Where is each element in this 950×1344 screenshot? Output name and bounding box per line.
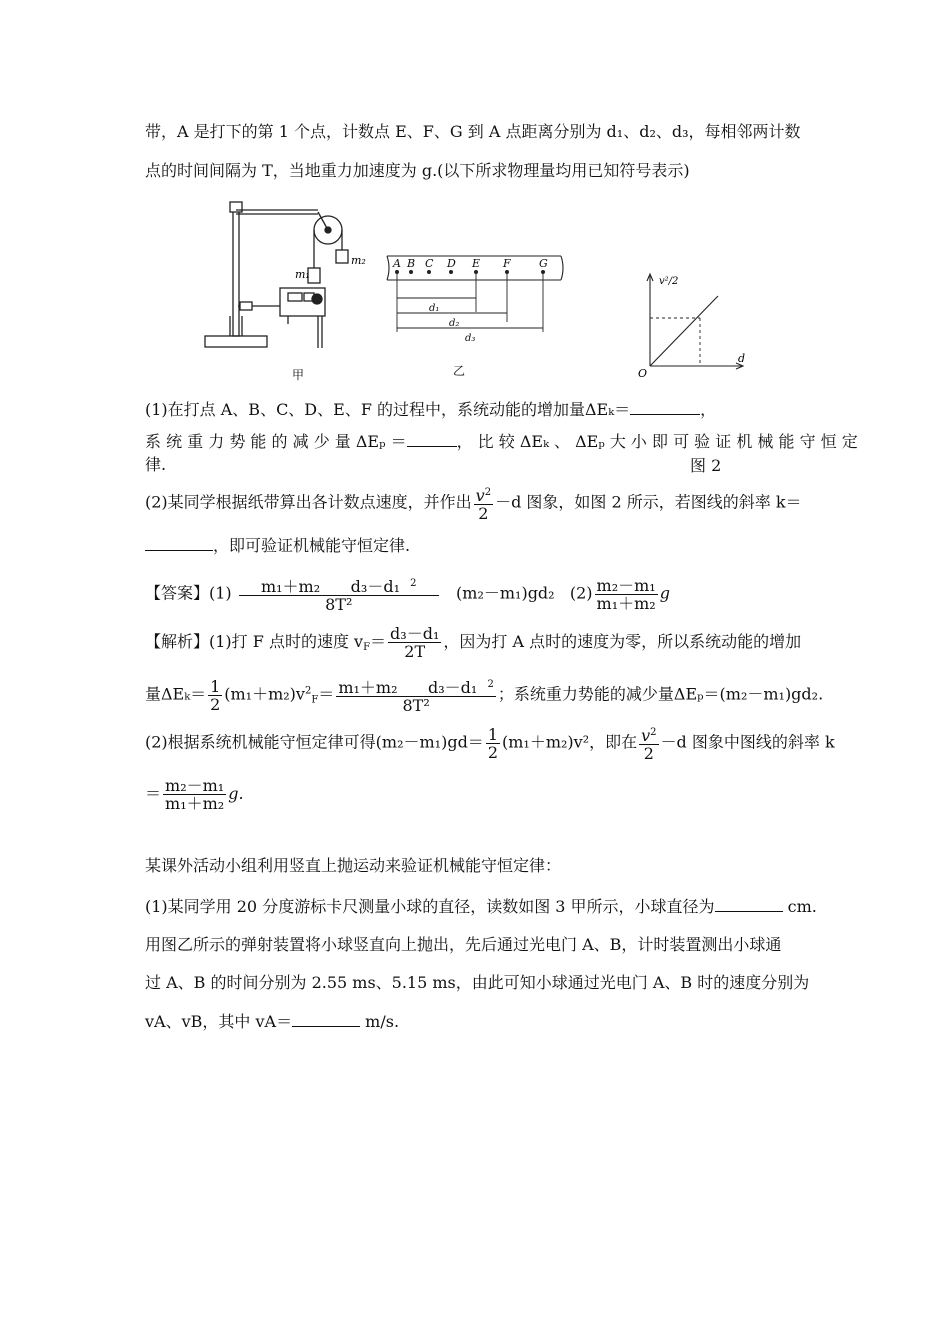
graph-x-label: d (738, 352, 746, 365)
analysis-text-2c: ；系统重力势能的减少量ΔEₚ＝(m₂－m₁)gd₂. (497, 684, 824, 704)
answer-blank-k[interactable] (145, 536, 213, 551)
analysis-vf-den: 2T (404, 642, 426, 661)
answer-part3-num: m₂－m₁ (596, 575, 656, 595)
label-m2: m₂ (351, 254, 366, 267)
label-fig2: 图 2 (690, 456, 722, 475)
q2-line-2 (145, 536, 410, 556)
answer-blank-ek[interactable] (630, 400, 700, 415)
analysis-eq: ＝ (318, 684, 335, 704)
analysis-line-4 (145, 777, 244, 812)
tape-point-D: D (447, 257, 456, 270)
label-jia: 甲 (292, 368, 305, 382)
label-m1: m₁ (295, 268, 310, 281)
analysis-k-num: m₂－m₁ (165, 776, 225, 795)
q1-text: (1)在打点 A、B、C、D、E、F 的过程中，系统动能的增加量ΔEₖ＝ (145, 400, 631, 419)
tape-d2: d₂ (449, 318, 460, 329)
q1-line-1 (145, 400, 716, 420)
answer-line (145, 575, 670, 613)
analysis-text-2b: (m₁＋m₂)v (224, 684, 305, 704)
analysis-text-1: ，因为打 A 点时的速度为零，所以系统动能的增加 (443, 632, 802, 651)
q1-text-2b: ， 比 较 ΔEₖ 、 ΔEₚ 大 小 即 可 验 证 机 械 能 守 恒 定 (456, 432, 858, 451)
tape-d1: d₁ (429, 303, 440, 314)
tape-point-F: F (503, 257, 511, 270)
tape-d3: d₃ (465, 333, 476, 344)
q2-text-1a: (2)某同学根据纸带算出各计数点速度，并作出 (145, 492, 472, 512)
analysis-frac-den: 8T² (402, 696, 430, 715)
label-yi: 乙 (453, 364, 466, 378)
graph-origin-label: O (638, 367, 648, 380)
analysis-text-3c: －d 图象中图线的斜率 k (660, 732, 835, 752)
intro-line-2: 点的时间间隔为 T，当地重力加速度为 g.(以下所求物理量均用已知符号表示) (145, 161, 690, 180)
answer-part2: (m₂－m₁)gd₂ (456, 583, 555, 603)
answer-part1-exp: 2 (410, 578, 417, 589)
analysis-vf-sub: F (363, 642, 371, 653)
analysis-frac-num: m₁＋m₂ (338, 678, 398, 697)
problem-intro: 某课外活动小组利用竖直上抛运动来验证机械能守恒定律： (145, 856, 562, 875)
analysis-half-num-2: 1 (487, 724, 498, 744)
analysis-line-1 (145, 625, 801, 660)
tape-point-A: A (393, 257, 401, 270)
analysis-line-2: 量ΔEₖ＝ $\frac{1}{2}$ $(m_1+m_2)v^2_F=$ $\frac{m_1+m_2 d_3-d_1 ^2}{\text{8T²}}$ ；系统重力势能的减少量ΔEₚ＝(m₂－m₁)gd₂. (145, 676, 824, 715)
answer-part1-den: 8T² (325, 595, 353, 614)
analysis-half-den: 2 (210, 694, 221, 714)
problem-line-1 (145, 897, 817, 917)
problem-text-1b: cm. (787, 897, 817, 916)
problem-text-4b: m/s. (365, 1012, 400, 1031)
tape-point-G: G (539, 257, 548, 270)
q1-text-2a: 系 统 重 力 势 能 的 减 少 量 ΔEₚ ＝ (145, 432, 407, 451)
answer-blank-va[interactable] (292, 1012, 360, 1027)
q1-comma: ， (700, 400, 717, 419)
answer-blank-diameter[interactable] (715, 897, 783, 912)
analysis-text-3b: (m₁＋m₂)v²，即在 (502, 732, 638, 752)
figure-graph (632, 270, 752, 380)
answer-part3-den: m₁＋m₂ (596, 593, 656, 613)
tape-point-E: E (472, 257, 481, 270)
analysis-half-den-2: 2 (487, 742, 498, 762)
tape-point-B: B (407, 257, 416, 270)
q2-line-1: (2)某同学根据纸带算出各计数点速度，并作出 $\frac{v^2}{2}$ －d 图象，如图 2 所示，若图线的斜率 k＝ (145, 486, 802, 523)
analysis-text-2a: 量ΔEₖ＝ (145, 684, 207, 704)
q1-line-2 (145, 432, 858, 452)
q1-line-3: 律. (145, 455, 167, 474)
analysis-text-3a: (2)根据系统机械能守恒定律可得(m₂－m₁)gd＝ (145, 732, 484, 752)
figure-apparatus (200, 198, 366, 358)
answer-label: 【答案】(1) (145, 583, 232, 603)
analysis-label: 【解析】(1)打 F 点时的速度 v (145, 632, 364, 651)
analysis-frac-inner: d₃－d₁ (428, 678, 478, 697)
analysis-frac-exp: 2 (487, 679, 494, 690)
problem-text-4a: vA、vB，其中 vA＝ (145, 1012, 293, 1031)
analysis-text-4a: ＝ (145, 784, 162, 803)
analysis-vf-eq: ＝ (370, 632, 387, 651)
problem-line-2: 用图乙所示的弹射装置将小球竖直向上抛出，先后通过光电门 A、B，计时装置测出小球通 (145, 935, 782, 954)
answer-part1-num: m₁＋m₂ (260, 577, 321, 596)
tape-point-C: C (425, 257, 434, 270)
intro-line-1: 带，A 是打下的第 1 个点，计数点 E、F、G 到 A 点距离分别为 d₁、d₂、d₃，每相邻两计数 (145, 122, 801, 141)
analysis-k-den: m₁＋m₂ (165, 794, 225, 813)
answer-blank-ep[interactable] (407, 432, 457, 447)
analysis-text-4b: g. (228, 784, 244, 803)
problem-line-4 (145, 1012, 399, 1032)
problem-text-1a: (1)某同学用 20 分度游标卡尺测量小球的直径，读数如图 3 甲所示，小球直径为 (145, 897, 715, 916)
answer-part3-suffix: g (659, 583, 670, 603)
graph-y-label: v²/2 (659, 276, 679, 287)
problem-line-3: 过 A、B 的时间分别为 2.55 ms、5.15 ms，由此可知小球通过光电门 A、B 时的速度分别为 (145, 973, 810, 992)
answer-part3-prefix: (2) (569, 583, 593, 603)
figure-tape (385, 250, 570, 345)
analysis-half-num: 1 (210, 676, 221, 696)
analysis-line-3: (2)根据系统机械能守恒定律可得(m₂－m₁)gd＝ $\frac{1}{2}$ (m₁＋m₂)v²，即在 $\frac{v^2}{2}$ －d 图象中图线的斜率 k (145, 724, 835, 763)
q2-text-2: ，即可验证机械能守恒定律. (213, 536, 411, 555)
analysis-vf-num: d₃－d₁ (390, 624, 440, 643)
answer-part1-inner: d₃－d₁ (350, 577, 400, 596)
q2-text-1b: －d 图象，如图 2 所示，若图线的斜率 k＝ (495, 492, 802, 512)
